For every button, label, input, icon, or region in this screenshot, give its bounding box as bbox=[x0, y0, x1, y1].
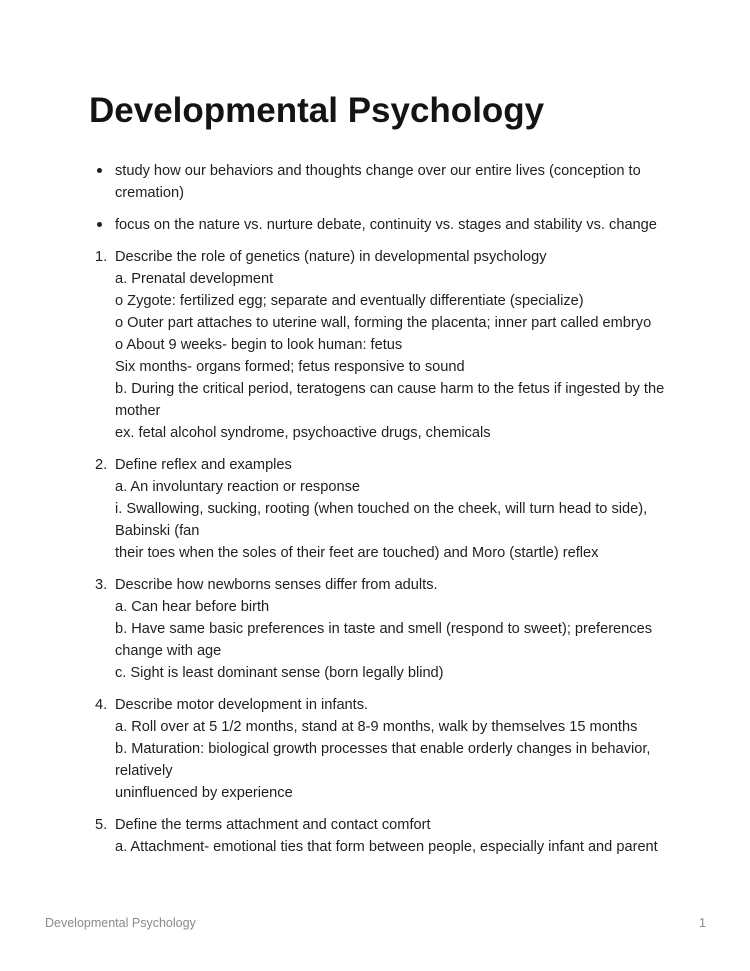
item-heading: Define reflex and examples bbox=[115, 457, 292, 473]
item-number: 5. bbox=[95, 817, 108, 833]
item-line: o About 9 weeks- begin to look human: fetus bbox=[115, 337, 403, 353]
numbered-item bbox=[89, 694, 669, 804]
numbered-item bbox=[89, 814, 669, 858]
numbered-list bbox=[89, 246, 669, 858]
item-line: b. Have same basic preferences in taste and smell (respond to sweet); preferences change with age bbox=[115, 621, 652, 659]
numbered-item bbox=[89, 454, 669, 564]
footer-title: Developmental Psychology bbox=[45, 916, 196, 930]
bullet-text: study how our behaviors and thoughts change over our entire lives (conception to cremation) bbox=[115, 163, 641, 201]
bullet-dot-icon bbox=[97, 168, 102, 173]
item-line: uninfluenced by experience bbox=[115, 785, 293, 801]
item-number: 1. bbox=[95, 249, 108, 265]
item-heading: Describe how newborns senses differ from adults. bbox=[115, 577, 438, 593]
bullet-item bbox=[89, 214, 669, 236]
numbered-item bbox=[89, 574, 669, 684]
item-number: 4. bbox=[95, 697, 108, 713]
item-line: b. During the critical period, teratogens can cause harm to the fetus if ingested by the mother bbox=[115, 381, 665, 419]
item-line: their toes when the soles of their feet are touched) and Moro (startle) reflex bbox=[115, 545, 599, 561]
item-number: 3. bbox=[95, 577, 108, 593]
item-number: 2. bbox=[95, 457, 108, 473]
item-line: a. Can hear before birth bbox=[115, 599, 270, 615]
item-line: b. Maturation: biological growth processes that enable orderly changes in behavior, relatively bbox=[115, 741, 651, 779]
page-title: Developmental Psychology bbox=[89, 91, 545, 130]
bullet-list bbox=[89, 160, 669, 236]
item-heading: Describe the role of genetics (nature) in developmental psychology bbox=[115, 249, 547, 265]
item-heading: Describe motor development in infants. bbox=[115, 697, 369, 713]
item-line: Six months- organs formed; fetus responsive to sound bbox=[115, 359, 465, 375]
item-line: a. Attachment- emotional ties that form between people, especially infant and parent bbox=[115, 839, 658, 855]
page-number: 1 bbox=[699, 916, 706, 930]
bullet-text: focus on the nature vs. nurture debate, continuity vs. stages and stability vs. change bbox=[115, 217, 657, 233]
item-line: o Zygote: fertilized egg; separate and eventually differentiate (specialize) bbox=[115, 293, 584, 309]
item-line: i. Swallowing, sucking, rooting (when touched on the cheek, will turn head to side), Babinski (fan bbox=[115, 501, 648, 539]
item-line: ex. fetal alcohol syndrome, psychoactive drugs, chemicals bbox=[115, 425, 491, 441]
item-line: c. Sight is least dominant sense (born legally blind) bbox=[115, 665, 444, 681]
bullet-dot-icon bbox=[97, 222, 102, 227]
item-heading: Define the terms attachment and contact comfort bbox=[115, 817, 431, 833]
document-body bbox=[89, 160, 669, 868]
item-line: a. Roll over at 5 1/2 months, stand at 8-9 months, walk by themselves 15 months bbox=[115, 719, 638, 735]
item-line: a. An involuntary reaction or response bbox=[115, 479, 360, 495]
item-line: a. Prenatal development bbox=[115, 271, 274, 287]
item-line: o Outer part attaches to uterine wall, forming the placenta; inner part called embryo bbox=[115, 315, 652, 331]
numbered-item bbox=[89, 246, 669, 444]
bullet-item bbox=[89, 160, 669, 204]
